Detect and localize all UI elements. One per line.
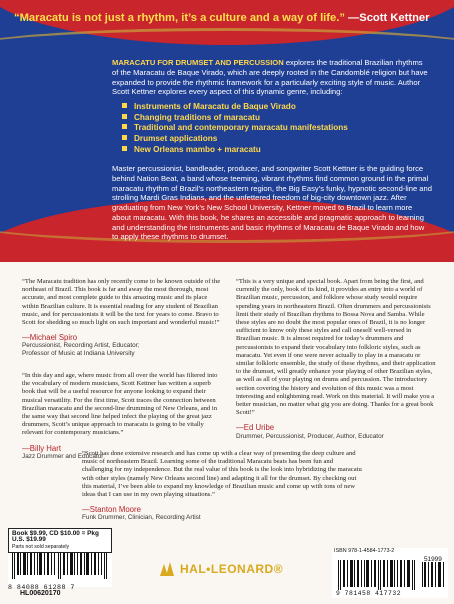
testimonial-text: “In this day and age, where music from all over the world has filtered into the vocabulary of modern musicians, Scott Kettner has written a superb book that will be a useful resource for anyone looking to expand their musical versatility. For the first time, Scott traces the connection between Brazilian maracatu and the second-line drumming of New Orleans, and in the same way that second line helped infect the playing of the great jazz drummers, Scott’s unique approach to maracatu is going to be vitally relevant for contemporary musicians.”: [22, 372, 218, 437]
top-quote-text: “Maracatu is not just a rhythm, it’s a culture and a way of life.”: [14, 12, 345, 24]
top-quote-attribution: —Scott Kettner: [348, 12, 430, 24]
testimonial-name: —Michael Spiro: [22, 333, 78, 343]
upc-digits: 8 84088 61288 7: [8, 584, 75, 591]
testimonial-text: “This is a very unique and special book. Apart from being the first, and currently the only, book of its kind, it provides an entry into a world of Brazilian music, percussion, and folklore whose study would require spending years in northeastern Brazil. Often drummers and percussionists limit their study of Brazilian rhythms to Bossa Nova and Samba. While these styles are no doubt the most popular ones of Brazil, it is no longer sufficient to know only these styles and call oneself well-versed in Brazilian music. It is almost required for today’s drummers and percussionists to expand their vocabulary into folkloric styles, such as maracatu. Yet even if one were never actually to play in a maracatu or similar folkloric ensemble, the study of these rhythms, and their application to the drumset, will greatly enhance your playing of other Brazilian styles, as well as all of your playing on drums and percussion. The introductory section covering the history and evolution of this music was a most interesting and enlightening read. Work on this material. It will make you a better musician, no matter what gig you are doing. Thanks for a great book Scott!”: [236, 278, 436, 417]
testimonial-role: Drummer, Percussionist, Producer, Author, Educator: [236, 432, 384, 440]
testimonial-role: Jazz Drummer and Educator: [22, 452, 104, 460]
isbn-price-code: 51999: [424, 556, 442, 563]
isbn-label: ISBN 978-1-4584-1773-2: [334, 548, 395, 554]
feature-item: Traditional and contemporary maracatu manifestations: [122, 123, 430, 134]
feature-list: [112, 102, 430, 155]
bullet-square-icon: [122, 114, 127, 119]
intro-lead: MARACATU FOR DRUMSET AND PERCUSSION: [112, 58, 284, 67]
testimonial-hart: [22, 372, 222, 461]
intro-body: explores the traditional Brazilian rhythms of the Maracatu de Baque Virado, which are deeply rooted in the Candomblé religion but have expanded to provide the rhythmic framework for a particularly exciting style of music. Author Scott Kettner explores every aspect of this dynamic genre, including:: [112, 58, 428, 97]
testimonial-moore: [82, 450, 364, 522]
testimonial-text: “The Maracatu tradition has only recently come to be known outside of the northeast of Brazil. This book is far and away the most thorough, most accurate, and most complete guide to this amazing music and its place within Brazilian culture. It is essential reading for any student of Brazilian music, and for percussionists it will be the text for years to come. Bravo to Scott for shedding so much light on such important and wonderful music!”: [22, 278, 221, 327]
hal-leonard-mark-icon: [160, 562, 176, 576]
feature-item: New Orleans mambo + maracatu: [122, 145, 430, 156]
testimonial-name: —Ed Uribe: [236, 423, 275, 433]
testimonial-name: —Stanton Moore: [82, 505, 141, 515]
isbn-digits: 9 781458 417732: [336, 590, 402, 597]
logo-wordmark: HAL•LEONARD®: [180, 562, 284, 576]
price-box: [8, 528, 112, 553]
testimonial-role: Percussionist, Recording Artist, Educator; Professor of Music at Indiana University: [22, 342, 140, 358]
testimonial-name: —Billy Hart: [22, 443, 61, 453]
feature-item: Drumset applications: [122, 134, 430, 145]
top-quote: [14, 12, 444, 24]
bullet-square-icon: [122, 124, 127, 129]
testimonial-uribe: [236, 278, 436, 440]
bullet-square-icon: [122, 135, 127, 140]
price-note: Parts not sold separately: [12, 543, 70, 550]
bullet-square-icon: [122, 103, 127, 108]
hal-leonard-logo: [160, 562, 283, 576]
author-bio: Master percussionist, bandleader, producer, and songwriter Scott Kettner is the guiding force behind Nation Beat, a band whose teeming, vibrant rhythms find common ground in the primal maracatu rhythm of Brazil’s northeastern region, the Big Easy’s funky, hypnotic second-line and strolling Mardi Gras Indians, and the unfettered freedom of big-city downtown jazz. After graduating from New York’s New School University, Kettner moved to Brazil to learn more about maracatu. With this book, he shares an accessible and pragmatic approach to learning and understanding the instruments and basic rhythms of Maracatu de Baque Virado and how to apply these rhythms to drumset.: [112, 164, 432, 242]
testimonial-spiro: [22, 278, 222, 358]
testimonial-text: “Scott has done extensive research and has come up with a clear way of presenting the deep culture and music of northeastern Brazil. Learning some of the traditional Maracatu beats has been fun and challenging for my independence. But the real value of this book is the look into hybridizing the maracatu with other styles (namely New Orleans second line) and adapting it all for the drumset. By checking out this material, I’ve been able to expand my knowledge of Brazilian music and come up with tons of new ideas that I can use in my own playing situations.”: [82, 450, 362, 499]
barcode-bars-icon: [8, 553, 112, 579]
intro-block: [112, 58, 430, 160]
upc-barcode: [8, 553, 112, 591]
feature-item: Changing traditions of maracatu: [122, 113, 430, 124]
bullet-square-icon: [122, 146, 127, 151]
testimonial-role: Funk Drummer, Clinician, Recording Artist: [82, 514, 201, 522]
price-line: Book $9.99, CD $10.00 = Pkg U.S. $19.99: [12, 530, 99, 544]
hl-item-code: HL00620170: [20, 590, 61, 597]
feature-item: Instruments of Maracatu de Baque Virado: [122, 102, 430, 113]
